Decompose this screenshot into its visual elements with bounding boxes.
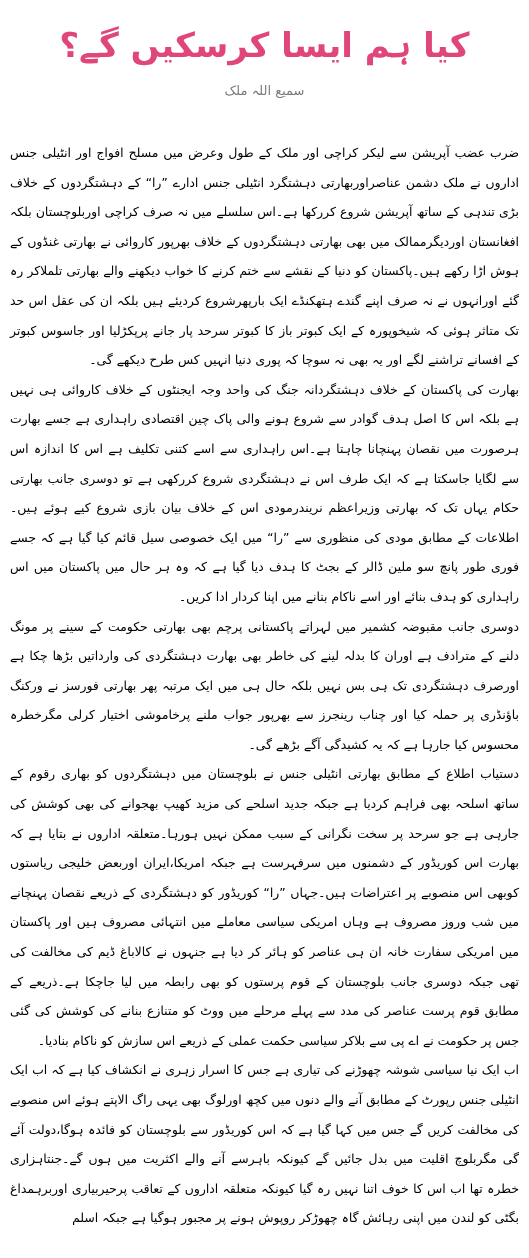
article-paragraph: دستیاب اطلاع کے مطابق بھارتی انٹیلی جنس نے بلوچستان میں دہشتگردوں کو بھاری رقوم کے ساتھ اسلحہ بھی فراہم کردیا ہے جبکہ جدید اسلحے کی مزید کھیپ بھجوانے کی بھی کوشش کی جارہی ہے جو سرحد پر سخت نگرانی کے سبب ممکن نہیں ہورہا۔متعلقہ اداروں نے بتایا ہے کہ بھارت اس کوریڈور کے دشمنوں میں سرفہرست ہے جبکہ امریکا،ایران اوربعض خلیجی ریاستوں کوبھی اس منصوبے پر اعتراضات ہیں۔جہاں ”را“ کوریڈور کو دہشتگردی کے ذریعے نقصان پہنچانے میں شب وروز مصروف ہے وہاں امریکی سیاسی معاملے میں انتہائی مصروف ہیں اور پاکستان میں امریکی سفارت خانہ ان ہی عناصر کو ہائر کر دیا ہے جنہوں نے کالاباغ ڈیم کی مخالفت کی تھی جبکہ دوسری جانب بلوچستان کے قوم پرستوں کو بھی رابطہ میں لیا جاچکا ہے۔ذریعے کے مطابق قوم پرست عناصر کی مدد سے پہلے مرحلے میں ووٹ کو متنازع بنانے کی کوشش کی گئی جس پر حکومت نے اے پی سے بلاکر سیاسی حکمت عملی کے ذریعے اس سازش کو ناکام بنادیا۔ bbox=[10, 766, 519, 1048]
article-paragraph: دوسری جانب مقبوضہ کشمیر میں لہراتے پاکستانی پرچم بھی بھارتی حکومت کے سینے پر مونگ دلنے کے مترادف ہے اوران کا بدلہ لینے کی خاطر بھی بھارت دہشتگردی کی وارداتیں بڑھا چکا ہے اورصرف دہشتگردی تک ہی بس نہیں بلکہ حال ہی میں ایک مرتبہ پھر بھارتی فورسز نے ورکنگ باؤنڈری پر حملہ کیا اور چناب رینجرز سے بھرپور جواب ملنے پرخاموشی اختیار کرلی مگرخطرہ محسوس کیا جارہا ہے کہ یہ کشیدگی آگے بڑھے گی۔ bbox=[10, 618, 519, 752]
article-paragraph: ضرب عضب آپریشن سے لیکر کراچی اور ملک کے طول وعرض میں مسلح افواج اور انٹیلی جنس اداروں نے ملک دشمن عناصراوربھارتی دہشتگرد انٹیلی جنس ادارے ”را“ کے دہشتگردوں کے خلاف بڑی تندہی کے ساتھ آپریشن شروع کررکھا ہے۔اس سلسلے میں نہ صرف کراچی اوربلوچستان بلکہ افغانستان اوردیگرممالک میں بھی بھارتی دہشتگردوں کے خلاف بھرپور کاروائی نے بھارتی غنڈوں کے ہوش اڑا رکھے ہیں۔پاکستان کو دنیا کے نقشے سے ختم کرنے کا خواب دیکھنے والے بھارتی تلملاکر رہ گئے اورانہوں نے نہ صرف اپنے گندے ہتھکنڈے ایک بارپھرشروع کردیئے ہیں بلکہ ان کی عقل اس حد تک متاثر ہوئی کہ شیخوپورہ کے ایک کبوتر باز کا کبوتر سرحد پار جانے پرپکڑلیا اور جاسوس کبوتر کے افسانے تراشنے لگے اور یہ بھی نہ سوچا کہ پوری دنیا انہیں کس طرح دیکھے گی۔ bbox=[10, 145, 519, 368]
article-body bbox=[10, 138, 519, 1233]
byline-author: سمیع اللہ ملک bbox=[224, 84, 305, 99]
article-paragraph: بھارت کی پاکستان کے خلاف دہشتگردانہ جنگ کی واحد وجہ ایجنٹوں کے خلاف کاروائی ہی نہیں ہے بلکہ اس کا اصل ہدف گوادر سے شروع ہونے والی پاک چین اقتصادی راہداری ہے جسے بھارت ہرصورت میں نقصان پہنچانا چاہتا ہے۔اس راہداری سے اسے کتنی تکلیف ہے اس کا اندازہ اس سے لگایا جاسکتا ہے کہ ایک طرف اس نے دہشتگردی شروع کررکھی ہے تو دوسری جانب بھارتی حکام یہاں تک کہ بھارتی وزیراعظم نریندرمودی اس کے خلاف بیان بازی شروع کیے ہوئے ہیں۔اطلاعات کے مطابق مودی کی منظوری سے ”را“ میں ایک خصوصی سیل قائم کیا گیا ہے کہ جسے فوری طور پانچ سو ملین ڈالر کے بجٹ کا ہدف دیا گیا ہے کہ وہ ہر حال میں پاکستان میں اس راہداری کو ہدف بنائے اور اسے ناکام بنانے میں اپنا کردار ادا کریں۔ bbox=[10, 381, 519, 604]
article-paragraph: اب ایک نیا سیاسی شوشہ چھوڑنے کی تیاری ہے جس کا اسرار زہری نے انکشاف کیا ہے کہ اب ایک انٹیلی جنس رپورٹ کے مطابق آنے والے دنوں میں کچھ اورلوگ بھی یہی راگ الاپتے ہوئے اس منصوبے کی مخالفت کریں گے جس میں کہا گیا ہے کہ اس کوریڈور سے بلوچستان کو فائدہ ہوگا،دولت آئے گی مگربلوچ اقلیت میں بدل جائیں گے کیونکہ باہرسے آنے والے اکثریت میں ہوں گے۔جنتاہزاری خطرہ تھا اب اس کا خوف اتنا نہیں رہ گیا کیونکہ متعلقہ اداروں کے تعاقب پرحیربیاری اوربرہمداغ بگٹی کو لندن میں اپنی رہائش گاہ چھوڑکر روپوش ہونے پر مجبور ہوگیا ہے جبکہ اسلم bbox=[10, 1062, 519, 1226]
headline: کیا ہم ایسا کرسکیں گے؟ bbox=[59, 26, 470, 66]
